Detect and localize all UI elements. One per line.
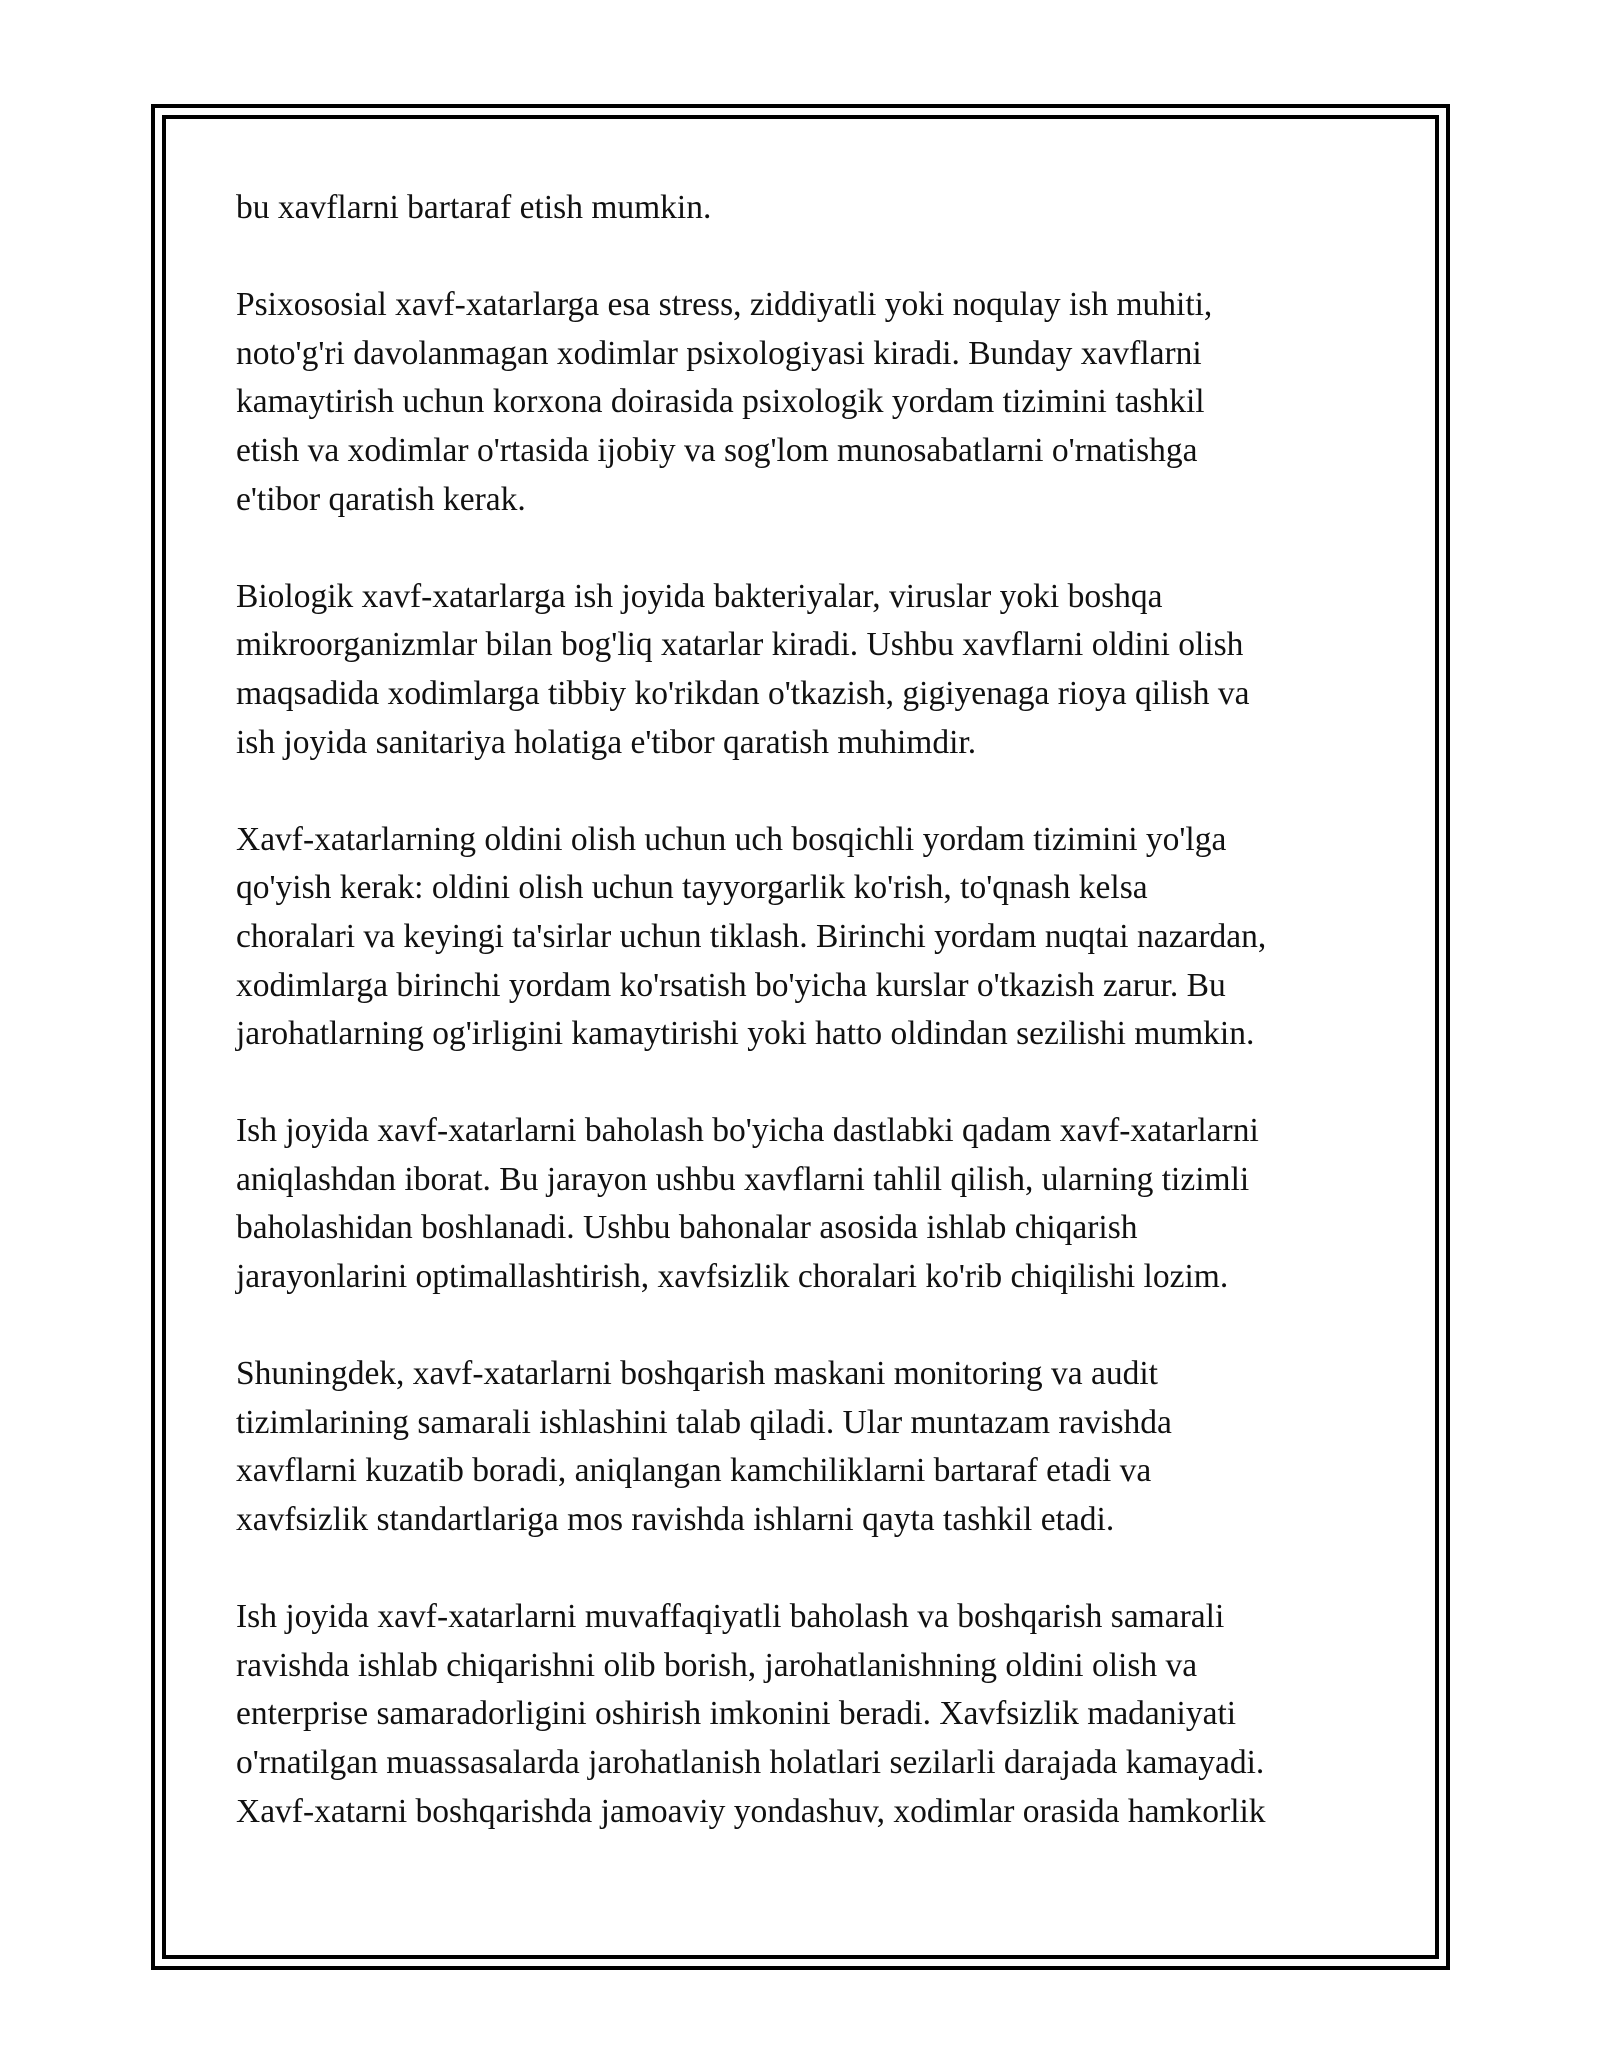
paragraph-1: bu xavflarni bartaraf etish mumkin. xyxy=(236,189,712,226)
paragraph-7: Ish joyida xavf-xatarlarni muvaffaqiyatli baholash va boshqarish samarali ravishda ishlab chiqarishni olib borish, jarohatlanishning oldini olish va enterprise samaradorligini oshirish imkonini beradi. Xavfsizlik madaniyati o'rnatilgan muassasalarda jarohatlanish holatlari sezilarli darajada kamayadi. Xavf-xatarni boshqarishda jamoaviy yondashuv, xodimlar orasida hamkorlik xyxy=(236,1598,1266,1830)
document-body xyxy=(236,184,1396,1836)
paragraph-3: Biologik xavf-xatarlarga ish joyida bakteriyalar, viruslar yoki boshqa mikroorganizmlar bilan bog'liq xatarlar kiradi. Ushbu xavflarni oldini olish maqsadida xodimlarga tibbiy ko'rikdan o'tkazish, gigiyenaga rioya qilish va ish joyida sanitariya holatiga e'tibor qaratish muhimdir. xyxy=(236,577,1250,761)
paragraph-6: Shuningdek, xavf-xatarlarni boshqarish maskani monitoring va audit tizimlarining samarali ishlashini talab qiladi. Ular muntazam ravishda xavflarni kuzatib boradi, aniqlangan kamchiliklarni bartaraf etadi va xavfsizlik standartlariga mos ravishda ishlarni qayta tashkil etadi. xyxy=(236,1355,1172,1539)
paragraph-5: Ish joyida xavf-xatarlarni baholash bo'yicha dastlabki qadam xavf-xatarlarni aniqlashdan iborat. Bu jarayon ushbu xavflarni tahlil qilish, ularning tizimli baholashidan boshlanadi. Ushbu bahonalar asosida ishlab chiqarish jarayonlarini optimallashtirish, xavfsizlik choralari ko'rib chiqilishi lozim. xyxy=(236,1112,1259,1296)
paragraph-2: Psixososial xavf-xatarlarga esa stress, ziddiyatli yoki noqulay ish muhiti, noto'g'ri davolanmagan xodimlar psixologiyasi kiradi. Bunday xavflarni kamaytirish uchun korxona doirasida psixologik yordam tizimini tashkil etish va xodimlar o'rtasida ijobiy va sog'lom munosabatlarni o'rnatishga e'tibor qaratish kerak. xyxy=(236,286,1213,518)
paragraph-4: Xavf-xatarlarning oldini olish uchun uch bosqichli yordam tizimini yo'lga qo'yish kerak: oldini olish uchun tayyorgarlik ko'rish, to'qnash kelsa choralari va keyingi ta'sirlar uchun tiklash. Birinchi yordam nuqtai nazardan, xodimlarga birinchi yordam ko'rsatish bo'yicha kurslar o'tkazish zarur. Bu jarohatlarning og'irligini kamaytirishi yoki hatto oldindan sezilishi mumkin. xyxy=(236,820,1267,1053)
